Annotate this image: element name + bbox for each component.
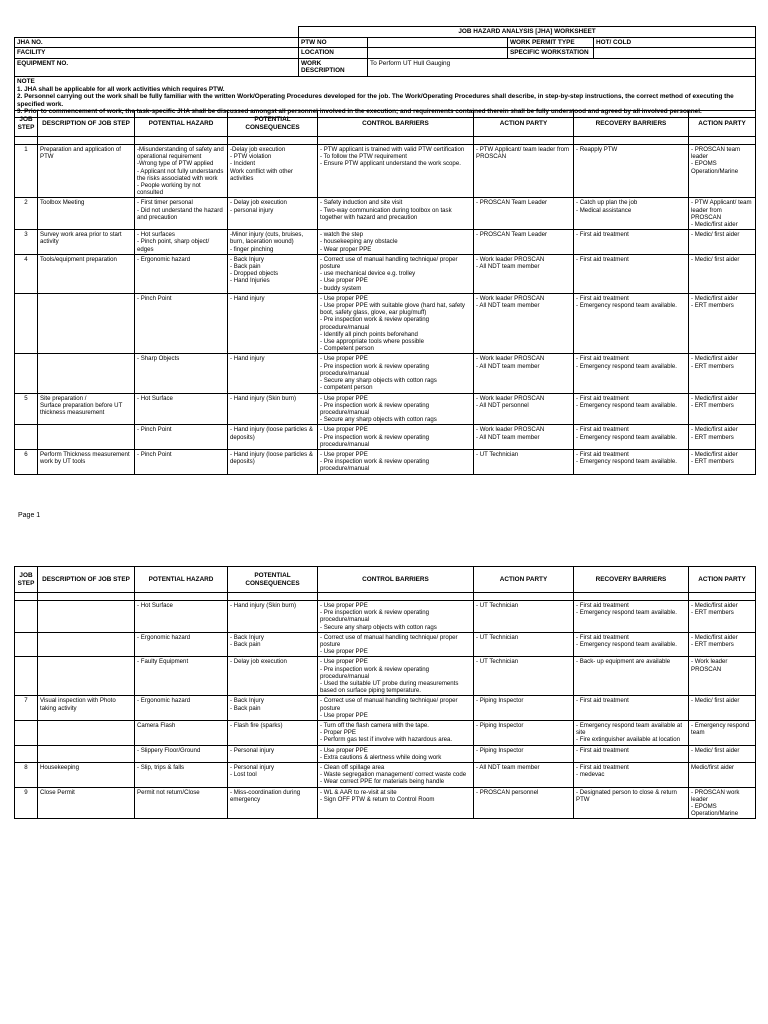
description-cell: Visual inspection with Photo taking activity <box>38 696 135 721</box>
hazard-cell: - Sharp Objects <box>135 354 228 393</box>
recovery-barriers-cell: - Catch up plan the job - Medical assistance <box>574 198 689 230</box>
table-row <box>15 449 756 474</box>
consequences-cell: - Back Injury - Back pain <box>228 632 318 657</box>
col-header-description: DESCRIPTION OF JOB STEP <box>38 567 135 593</box>
table-row <box>15 293 756 354</box>
col-header-potential-hazard: POTENTIAL HAZARD <box>135 111 228 137</box>
action-party-cell: - Work leader PROSCAN - All NDT personnel <box>474 393 574 425</box>
recovery-action-party-cell: - Medic/ first aider <box>689 254 756 293</box>
recovery-action-party-cell: - Medic/first aider - ERT members <box>689 601 756 633</box>
recovery-action-party-cell: - Emergency respond team <box>689 721 756 746</box>
control-barriers-cell: - Use proper PPE - Pre inspection work & review operating procedure/manual <box>318 425 474 450</box>
description-cell: Tools/equipment preparation <box>38 254 135 293</box>
col-header-job-step: JOB STEP <box>15 567 38 593</box>
work-permit-type-label: WORK PERMIT TYPE <box>508 37 594 48</box>
recovery-action-party-cell: - Medic/first aider - ERT members <box>689 449 756 474</box>
col-header-action-party: ACTION PARTY <box>474 111 574 137</box>
table-row <box>15 657 756 696</box>
action-party-cell: - Piping Inspector <box>474 696 574 721</box>
recovery-barriers-cell: - First aid treatment <box>574 745 689 762</box>
recovery-barriers-cell: - First aid treatment - Emergency respond team available. <box>574 425 689 450</box>
hazard-cell: Camera Flash <box>135 721 228 746</box>
recovery-action-party-cell: - Medic/first aider - ERT members <box>689 425 756 450</box>
control-barriers-cell: - watch the step - housekeeping any obstacle - Wear proper PPE <box>318 230 474 255</box>
action-party-cell: - Work leader PROSCAN - All NDT team member <box>474 425 574 450</box>
description-cell: Close Permit <box>38 787 135 819</box>
recovery-barriers-cell: - First aid treatment <box>574 696 689 721</box>
col-header-control-barriers: CONTROL BARRIERS <box>318 111 474 137</box>
control-barriers-cell: - Correct use of manual handling technique/ proper posture - use mechanical device e.g. trolley - Use proper PPE - buddy system <box>318 254 474 293</box>
action-party-cell: - UT Technician <box>474 449 574 474</box>
job-step-cell <box>15 745 38 762</box>
control-barriers-cell: - Use proper PPE - Pre inspection work & review operating procedure/manual - Secure any sharp objects with cotton rags <box>318 393 474 425</box>
action-party-cell: - PROSCAN Team Leader <box>474 198 574 230</box>
control-barriers-cell: - Turn off the flash camera with the tape. - Proper PPE - Perform gas test if involve with hazardous area. <box>318 721 474 746</box>
col-header-recovery-barriers: RECOVERY BARRIERS <box>574 567 689 593</box>
description-cell <box>38 745 135 762</box>
job-step-cell: 4 <box>15 254 38 293</box>
consequences-cell: - Flash fire (sparks) <box>228 721 318 746</box>
consequences-cell: - Delay job execution - personal injury <box>228 198 318 230</box>
recovery-barriers-cell: - Reapply PTW <box>574 145 689 198</box>
jha-table-page-2 <box>14 566 756 819</box>
table-row <box>15 632 756 657</box>
table-row <box>15 696 756 721</box>
notes-label: NOTE <box>17 77 35 85</box>
consequences-cell: - Hand injury <box>228 354 318 393</box>
hazard-cell: - Ergonomic hazard <box>135 254 228 293</box>
recovery-barriers-cell: - First aid treatment - medevac <box>574 763 689 788</box>
job-step-cell: 7 <box>15 696 38 721</box>
recovery-action-party-cell: - Medic/first aider - ERT members <box>689 354 756 393</box>
recovery-barriers-cell: - First aid treatment - Emergency respond team available. <box>574 393 689 425</box>
recovery-barriers-cell: - First aid treatment - Emergency respond team available. <box>574 632 689 657</box>
col-header-potential-hazard: POTENTIAL HAZARD <box>135 567 228 593</box>
table-row <box>15 721 756 746</box>
jha-table-page-1 <box>14 110 756 475</box>
col-header-control-barriers: CONTROL BARRIERS <box>318 567 474 593</box>
recovery-action-party-cell: - Medic/ first aider <box>689 745 756 762</box>
control-barriers-cell: - Use proper PPE - Use proper PPE with suitable glove (hard hat, safety boot, safety glass, glove, ear plug/muff) - Pre inspection work & review operating procedure/manual - Identify all pinch points beforehand - Use appropriate tools where possible - Competent person <box>318 293 474 354</box>
jha-no-label: JHA NO. <box>15 37 299 48</box>
recovery-action-party-cell: - PROSCAN work leader - EPOMS Operation/Marine <box>689 787 756 819</box>
job-step-cell: 3 <box>15 230 38 255</box>
job-step-cell <box>15 601 38 633</box>
recovery-barriers-cell: - First aid treatment - Emergency respond team available. <box>574 449 689 474</box>
consequences-cell: - Hand injury (loose particles & deposits) <box>228 449 318 474</box>
job-step-cell <box>15 425 38 450</box>
ptw-no-value <box>368 37 508 48</box>
consequences-cell: -Delay job execution - PTW violation - Incident Work conflict with other activities <box>228 145 318 198</box>
hazard-cell: - First timer personal - Did not understand the hazard and precaution <box>135 198 228 230</box>
jha-rows-page-1 <box>15 145 756 475</box>
action-party-cell: - PROSCAN Team Leader <box>474 230 574 255</box>
job-step-cell <box>15 354 38 393</box>
table-row <box>15 787 756 819</box>
facility-label: FACILITY <box>15 48 299 59</box>
description-cell <box>38 632 135 657</box>
description-cell <box>38 657 135 696</box>
location-value <box>368 48 508 59</box>
action-party-cell: - UT Technician <box>474 601 574 633</box>
consequences-cell: - Personal injury - Lost tool <box>228 763 318 788</box>
recovery-barriers-cell: - First aid treatment - Emergency respond team available. <box>574 354 689 393</box>
col-header-action-party: ACTION PARTY <box>474 567 574 593</box>
jha-rows-page-2 <box>15 601 756 819</box>
control-barriers-cell: - PTW applicant is trained with valid PTW certification - To follow the PTW requirement - Ensure PTW applicant understand the work scope. <box>318 145 474 198</box>
job-step-cell <box>15 632 38 657</box>
ptw-no-label: PTW NO <box>299 37 368 48</box>
recovery-action-party-cell: - Medic/first aider - ERT members <box>689 632 756 657</box>
job-step-cell: 8 <box>15 763 38 788</box>
action-party-cell: - Piping Inspector <box>474 721 574 746</box>
action-party-cell: - UT Technician <box>474 657 574 696</box>
table-row <box>15 425 756 450</box>
control-barriers-cell: - Use proper PPE - Extra cautions & alertness while doing work <box>318 745 474 762</box>
description-cell: Site preparation / Surface preparation before UT thickness measurement <box>38 393 135 425</box>
note-item-3: 3. Prior to commencement of work, the task-specific JHA shall be discussed amongst all personnel involved in the execution; and requirements contained therein shall be fully understood and agreed by all involved personnel. <box>17 108 702 116</box>
job-step-cell: 2 <box>15 198 38 230</box>
table-row <box>15 198 756 230</box>
control-barriers-cell: - Use proper PPE - Pre inspection work & review operating procedure/manual <box>318 449 474 474</box>
description-cell <box>38 293 135 354</box>
recovery-barriers-cell: - First aid treatment - Emergency respond team available. <box>574 293 689 354</box>
description-cell: Preparation and application of PTW <box>38 145 135 198</box>
action-party-cell: - Piping Inspector <box>474 745 574 762</box>
action-party-cell: - Work leader PROSCAN - All NDT team member <box>474 254 574 293</box>
recovery-action-party-cell: - Work leader PROSCAN <box>689 657 756 696</box>
col-header-recovery-action-party: ACTION PARTY <box>689 567 756 593</box>
control-barriers-cell: - Safety induction and site visit - Two-way communication during toolbox on task together with hazard and precaution <box>318 198 474 230</box>
recovery-action-party-cell: - Medic/ first aider <box>689 230 756 255</box>
job-step-cell <box>15 721 38 746</box>
recovery-action-party-cell: - PTW Applicant/ team leader from PROSCAN - Medic/first aider <box>689 198 756 230</box>
control-barriers-cell: - Use proper PPE - Pre inspection work & review operating procedure/manual - Used the suitable UT probe during measurements based on surface piping temperature. <box>318 657 474 696</box>
table-row <box>15 763 756 788</box>
table-row <box>15 230 756 255</box>
description-cell: Housekeeping <box>38 763 135 788</box>
recovery-barriers-cell: - First aid treatment <box>574 230 689 255</box>
recovery-barriers-cell: - Back- up equipment are available <box>574 657 689 696</box>
action-party-cell: - UT Technician <box>474 632 574 657</box>
consequences-cell: -Minor injury (cuts, bruises, burn, laceration wound) - finger pinching <box>228 230 318 255</box>
work-description-label: WORK DESCRIPTION <box>299 58 368 76</box>
job-step-cell: 5 <box>15 393 38 425</box>
description-cell: Perform Thickness measurement work by UT tools <box>38 449 135 474</box>
col-header-recovery-barriers: RECOVERY BARRIERS <box>574 111 689 137</box>
description-cell <box>38 425 135 450</box>
location-label: LOCATION <box>299 48 368 59</box>
jha-header-table <box>14 26 756 118</box>
page-label: Page 1 <box>18 512 41 519</box>
hazard-cell: - Pinch Point <box>135 425 228 450</box>
description-cell <box>38 721 135 746</box>
consequences-cell: - Back Injury - Back pain <box>228 696 318 721</box>
col-header-recovery-action-party: ACTION PARTY <box>689 111 756 137</box>
action-party-cell: - Work leader PROSCAN - All NDT team member <box>474 354 574 393</box>
control-barriers-cell: - Use proper PPE - Pre inspection work & review operating procedure/manual - Secure any sharp objects with cotton rags - competent person <box>318 354 474 393</box>
recovery-barriers-cell: - Emergency respond team available at site - Fire extinguisher available at location <box>574 721 689 746</box>
job-step-cell: 9 <box>15 787 38 819</box>
table-row <box>15 354 756 393</box>
hazard-cell: Permit not return/Close <box>135 787 228 819</box>
hazard-cell: - Faulty Equipment <box>135 657 228 696</box>
consequences-cell: - Miss-coordination during emergency <box>228 787 318 819</box>
description-cell: Toolbox Meeting <box>38 198 135 230</box>
action-party-cell: - All NDT team member <box>474 763 574 788</box>
col-header-job-step: JOB STEP <box>15 111 38 137</box>
note-item-2: 2. Personnel carrying out the work shall be fully familiar with the written Work/Operating Procedures developed for the job. The Work/Operating Procedures shall describe, in step-by-step instructions, the correct method of executing the specified work. <box>17 93 734 108</box>
action-party-cell: - Work leader PROSCAN - All NDT team member <box>474 293 574 354</box>
consequences-cell: - Hand injury <box>228 293 318 354</box>
job-step-cell: 1 <box>15 145 38 198</box>
hazard-cell: - Hot surfaces - Pinch point, sharp object/ edges <box>135 230 228 255</box>
consequences-cell: - Hand injury (Skin burn) <box>228 601 318 633</box>
hazard-cell: - Pinch Point <box>135 293 228 354</box>
action-party-cell: - PTW Applicant/ team leader from PROSCAN <box>474 145 574 198</box>
equipment-no-label: EQUIPMENT NO. <box>15 58 299 76</box>
work-description-value: To Perform UT Hull Gauging <box>368 58 756 76</box>
hazard-cell: - Ergonomic hazard <box>135 632 228 657</box>
hazard-cell: - Slippery Floor/Ground <box>135 745 228 762</box>
col-header-description: DESCRIPTION OF JOB STEP <box>38 111 135 137</box>
control-barriers-cell: - Correct use of manual handling technique/ proper posture - Use proper PPE <box>318 632 474 657</box>
recovery-action-party-cell: - Medic/first aider - ERT members <box>689 293 756 354</box>
table-row <box>15 145 756 198</box>
col-header-potential-consequences: POTENTIAL CONSEQUENCES <box>228 567 318 593</box>
worksheet-title: JOB HAZARD ANALYSIS [JHA] WORKSHEET <box>299 27 756 38</box>
recovery-action-party-cell: - Medic/ first aider <box>689 696 756 721</box>
consequences-cell: - Back Injury - Back pain - Dropped objects - Hand Injuries <box>228 254 318 293</box>
hazard-cell: - Ergonomic hazard <box>135 696 228 721</box>
hazard-cell: - Pinch Point <box>135 449 228 474</box>
specific-workstation-label: SPECIFIC WORKSTATION <box>508 48 594 59</box>
description-cell <box>38 354 135 393</box>
consequences-cell: - Delay job execution <box>228 657 318 696</box>
recovery-barriers-cell: - First aid treatment <box>574 254 689 293</box>
job-step-cell <box>15 657 38 696</box>
table-row <box>15 601 756 633</box>
recovery-action-party-cell: Medic/first aider <box>689 763 756 788</box>
specific-workstation-value <box>594 48 756 59</box>
consequences-cell: - Hand injury (Skin burn) <box>228 393 318 425</box>
table-row <box>15 745 756 762</box>
job-step-cell <box>15 293 38 354</box>
table-row <box>15 393 756 425</box>
note-item-1: 1. JHA shall be applicable for all work activities which requires PTW. <box>17 85 225 93</box>
recovery-action-party-cell: - Medic/first aider - ERT members <box>689 393 756 425</box>
table-row <box>15 254 756 293</box>
hazard-cell: -Misunderstanding of safety and operational requirement -Wrong type of PTW applied - Applicant not fully understands the risks associated with work - People working by not consulted <box>135 145 228 198</box>
consequences-cell: - Personal injury <box>228 745 318 762</box>
hazard-cell: - Hot Surface <box>135 393 228 425</box>
hazard-cell: - Hot Surface <box>135 601 228 633</box>
col-header-potential-consequences: POTENTIAL CONSEQUENCES <box>228 111 318 137</box>
action-party-cell: - PROSCAN personnel <box>474 787 574 819</box>
description-cell: Survey work area prior to start activity <box>38 230 135 255</box>
description-cell <box>38 601 135 633</box>
hazard-cell: - Slip, trips & falls <box>135 763 228 788</box>
control-barriers-cell: - WL & AAR to re-visit at site - Sign OFF PTW & return to Control Room <box>318 787 474 819</box>
control-barriers-cell: - Use proper PPE - Pre inspection work & review operating procedure/manual - Secure any sharp objects with cotton rags <box>318 601 474 633</box>
control-barriers-cell: - Clean off spillage area - Waste segregation management/ correct waste code - Wear correct PPE for materials being handle <box>318 763 474 788</box>
hot-cold-label: HOT/ COLD <box>594 37 756 48</box>
job-step-cell: 6 <box>15 449 38 474</box>
recovery-barriers-cell: - Designated person to close & return PTW <box>574 787 689 819</box>
control-barriers-cell: - Correct use of manual handling technique/ proper posture - Use proper PPE <box>318 696 474 721</box>
recovery-action-party-cell: - PROSCAN team leader - EPOMS Operation/Marine <box>689 145 756 198</box>
recovery-barriers-cell: - First aid treatment - Emergency respond team available. <box>574 601 689 633</box>
consequences-cell: - Hand injury (loose particles & deposits) <box>228 425 318 450</box>
